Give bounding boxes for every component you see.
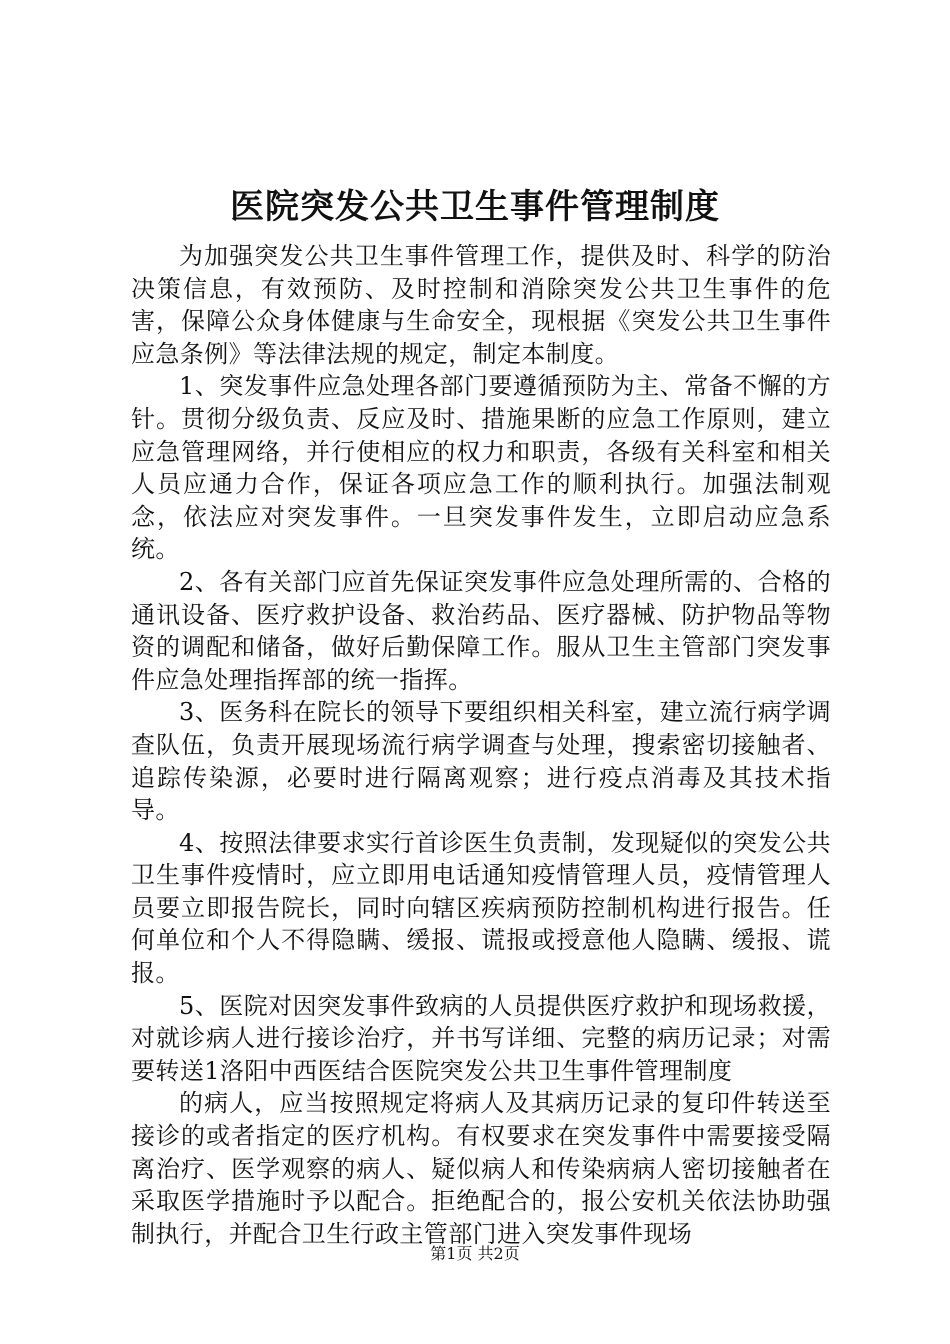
document-body [131, 240, 831, 1250]
paragraph-item-4: 4、按照法律要求实行首诊医生负责制，发现疑似的突发公共卫生事件疫情时，应立即用电话通知疫情管理人员，疫情管理人员要立即报告院长，同时向辖区疾病预防控制机构进行报告。任何单位和个人不得隐瞒、缓报、谎报或授意他人隐瞒、缓报、谎报。 [131, 828, 831, 988]
page-number-footer: 第1页 共2页 [430, 1244, 520, 1263]
paragraph-item-1: 1、突发事件应急处理各部门要遵循预防为主、常备不懈的方针。贯彻分级负责、反应及时、措施果断的应急工作原则，建立应急管理网络，并行使相应的权力和职责，各级有关科室和相关人员应通力合作，保证各项应急工作的顺利执行。加强法制观念，依法应对突发事件。一旦突发事件发生，立即启动应急系统。 [131, 372, 831, 564]
document-title: 医院突发公共卫生事件管理制度 [230, 187, 720, 227]
paragraph-intro: 为加强突发公共卫生事件管理工作，提供及时、科学的防治决策信息，有效预防、及时控制和消除突发公共卫生事件的危害，保障公众身体健康与生命安全，现根据《突发公共卫生事件应急条例》等法律法规的规定，制定本制度。 [131, 242, 831, 368]
paragraph-continuation: 的病人，应当按照规定将病人及其病历记录的复印件转送至接诊的或者指定的医疗机构。有权要求在突发事件中需要接受隔离治疗、医学观察的病人、疑似病人和传染病病人密切接触者在采取医学措施时予以配合。拒绝配合的，报公安机关依法协助强制执行，并配合卫生行政主管部门进入突发事件现场 [131, 1089, 831, 1248]
paragraph-item-2: 2、各有关部门应首先保证突发事件应急处理所需的、合格的通讯设备、医疗救护设备、救治药品、医疗器械、防护物品等物资的调配和储备，做好后勤保障工作。服从卫生主管部门突发事件应急处理指挥部的统一指挥。 [131, 567, 831, 694]
paragraph-item-3: 3、医务科在院长的领导下要组织相关科室，建立流行病学调查队伍，负责开展现场流行病学调查与处理，搜索密切接触者、追踪传染源，必要时进行隔离观察；进行疫点消毒及其技术指导。 [131, 698, 831, 825]
paragraph-item-5: 5、医院对因突发事件致病的人员提供医疗救护和现场救援，对就诊病人进行接诊治疗，并书写详细、完整的病历记录；对需要转送1洛阳中西医结合医院突发公共卫生事件管理制度 [131, 991, 831, 1085]
